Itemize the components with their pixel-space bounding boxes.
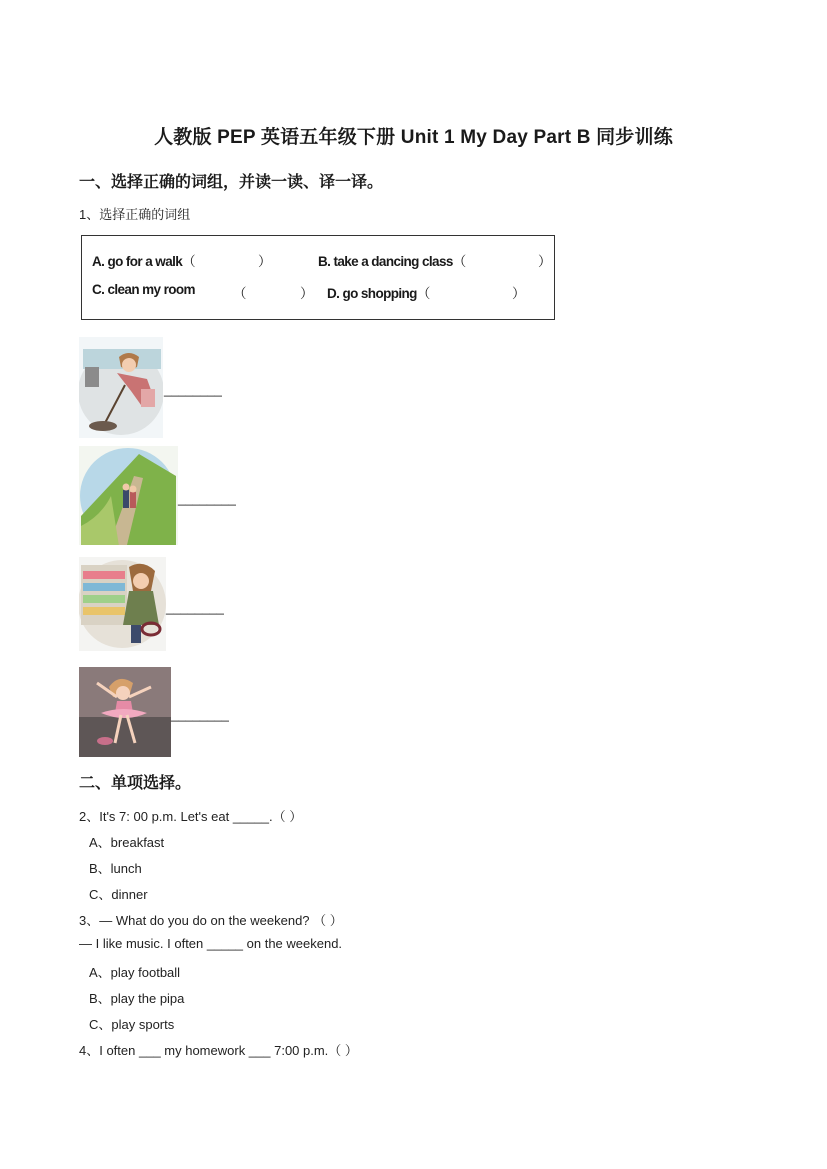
question-2-choice-b: B、lunch bbox=[89, 861, 142, 876]
cleaning-illustration bbox=[79, 337, 163, 438]
walking-illustration bbox=[79, 446, 178, 545]
picture-dancing bbox=[79, 667, 171, 757]
answer-blank-2[interactable]: ________ bbox=[178, 491, 236, 506]
question-3-choice-c: C、play sports bbox=[89, 1017, 175, 1032]
question-3-stem: 3、— What do you do on the weekend? （ ） bbox=[79, 913, 343, 928]
option-b-close-paren: ） bbox=[538, 254, 552, 269]
section-1-heading: 一、选择正确的词组，并读一读、译一译。 bbox=[79, 174, 384, 191]
question-2-choice-a: A、breakfast bbox=[89, 835, 165, 850]
answer-blank-3[interactable]: ________ bbox=[166, 600, 224, 615]
page-title: 人教版 PEP 英语五年级下册 Unit 1 My Day Part B 同步训练 bbox=[154, 127, 673, 148]
picture-shopping bbox=[79, 557, 166, 651]
question-4-stem: 4、I often ___ my homework ___ 7:00 p.m.（ ） bbox=[79, 1043, 358, 1058]
question-2-choice-c: C、dinner bbox=[89, 887, 148, 902]
option-a: A. go for a walk（ bbox=[92, 254, 196, 269]
option-d: D. go shopping（ bbox=[327, 286, 431, 301]
options-box bbox=[81, 235, 555, 320]
question-3-choice-b: B、play the pipa bbox=[89, 991, 185, 1006]
dancing-illustration bbox=[79, 667, 171, 757]
question-2-stem: 2、It's 7: 00 p.m. Let's eat _____.（ ） bbox=[79, 809, 303, 824]
option-c-open-paren: （ bbox=[233, 286, 247, 301]
question-3-choice-a: A、play football bbox=[89, 965, 181, 980]
section-2-heading: 二、单项选择。 bbox=[79, 775, 192, 792]
option-c-close-paren: ） bbox=[300, 286, 314, 301]
answer-blank-4[interactable]: ________ bbox=[171, 707, 229, 722]
question-1-label: 1、选择正确的词组 bbox=[79, 207, 191, 222]
picture-cleaning-room bbox=[79, 337, 163, 438]
option-b: B. take a dancing class（ bbox=[318, 254, 467, 269]
option-c: C. clean my room bbox=[92, 282, 195, 297]
picture-walking bbox=[79, 446, 178, 545]
option-a-close-paren: ） bbox=[258, 254, 272, 269]
shopping-illustration bbox=[79, 557, 166, 651]
option-d-close-paren: ） bbox=[512, 286, 526, 301]
answer-blank-1[interactable]: ________ bbox=[164, 382, 222, 397]
question-3-stem-2: — I like music. I often _____ on the weekend. bbox=[79, 936, 343, 951]
